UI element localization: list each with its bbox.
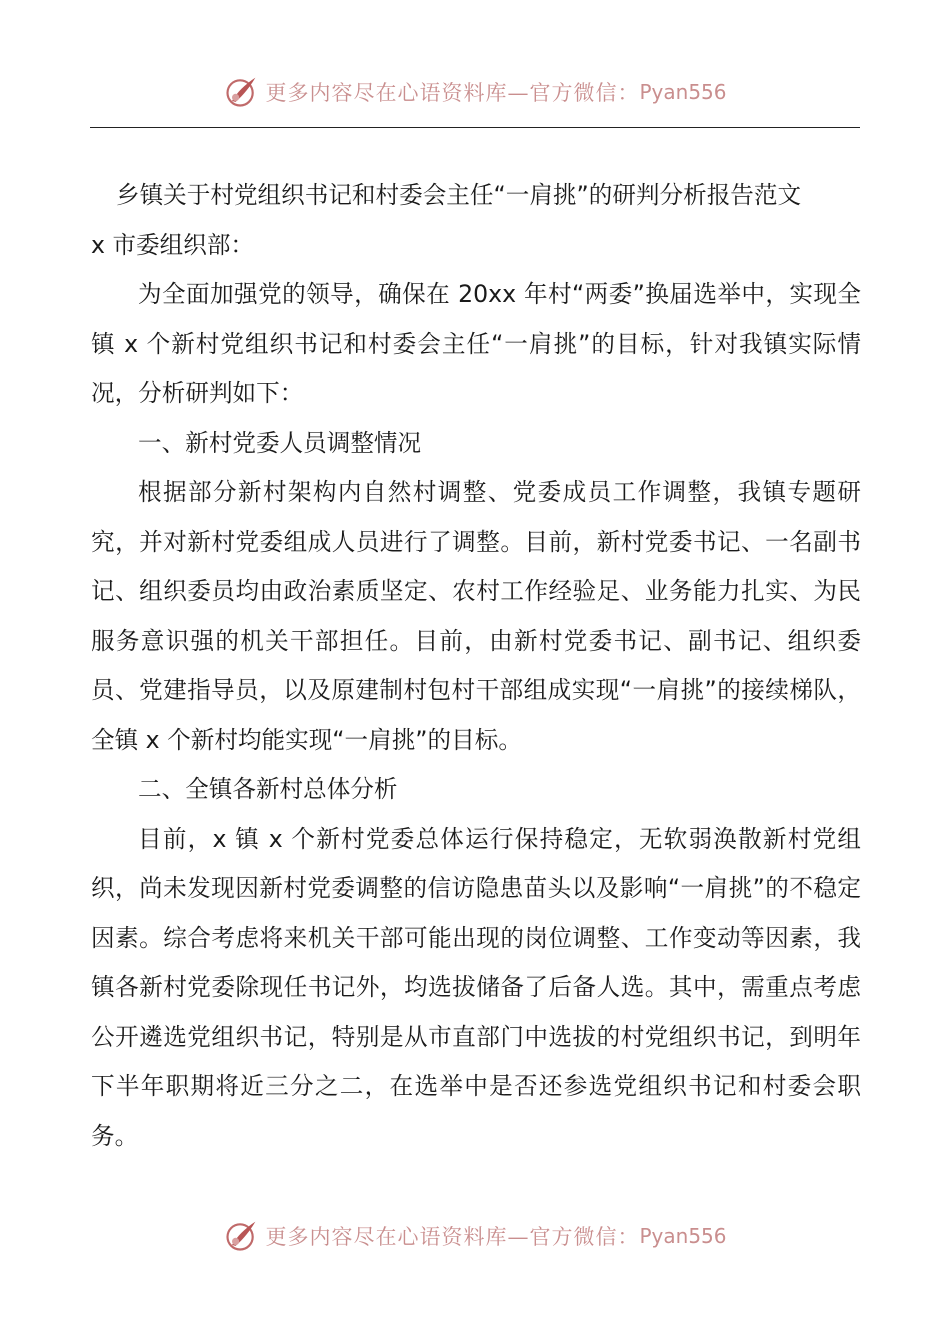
section-heading-2: 二、全镇各新村总体分析 [138,775,398,803]
header-banner [0,70,950,114]
paragraph-section-1: 根据部分新村架构内自然村调整、党委成员工作调整，我镇专题研究，并对新村党委组成人员进行了调整。目前，新村党委书记、一名副书记、组织委员均由政治素质坚定、农村工作经验足、业务能力扎实、为民服务意识强的机关干部担任。目前，由新村党委书记、副书记、组织委员、党建指导员，以及原建制村包村干部组成实现“一肩挑”的接续梯队，全镇 x 个新村均能实现“一肩挑”的目标。 [91,478,861,754]
banner-text: 更多内容尽在心语资料库—官方微信： [265,1225,640,1249]
salutation: x 市委组织部： [91,230,255,259]
quill-ink-logo-icon [223,74,259,110]
paragraph-intro: 为全面加强党的领导，确保在 20xx 年村“两委”换届选举中，实现全镇 x 个新村党组织书记和村委会主任“一肩挑”的目标，针对我镇实际情况，分析研判如下： [91,280,861,407]
quill-ink-logo-icon [223,1218,259,1254]
document-title: 乡镇关于村党组织书记和村委会主任“一肩挑”的研判分析报告范文 [116,181,802,209]
paragraph-section-2: 目前，x 镇 x 个新村党委总体运行保持稳定，无软弱涣散新村党组织，尚未发现因新村党委调整的信访隐患苗头以及影响“一肩挑”的不稳定因素。综合考虑将来机关干部可能出现的岗位调整、工作变动等因素，我镇各新村党委除现任书记外，均选拔储备了后备人选。其中，需重点考虑公开遴选党组织书记，特别是从市直部门中选拔的村党组织书记，到明年下半年职期将近三分之二，在选举中是否还参选党组织书记和村委会职务。 [91,824,861,1150]
banner-text: 更多内容尽在心语资料库—官方微信： [265,81,640,105]
document-body [91,171,861,1161]
section-heading-1: 一、新村党委人员调整情况 [138,428,422,457]
banner-wechat-id: Pyan556 [639,1224,727,1248]
banner-wechat-id: Pyan556 [639,80,727,104]
footer-banner [0,1214,950,1258]
header-divider [90,127,860,128]
